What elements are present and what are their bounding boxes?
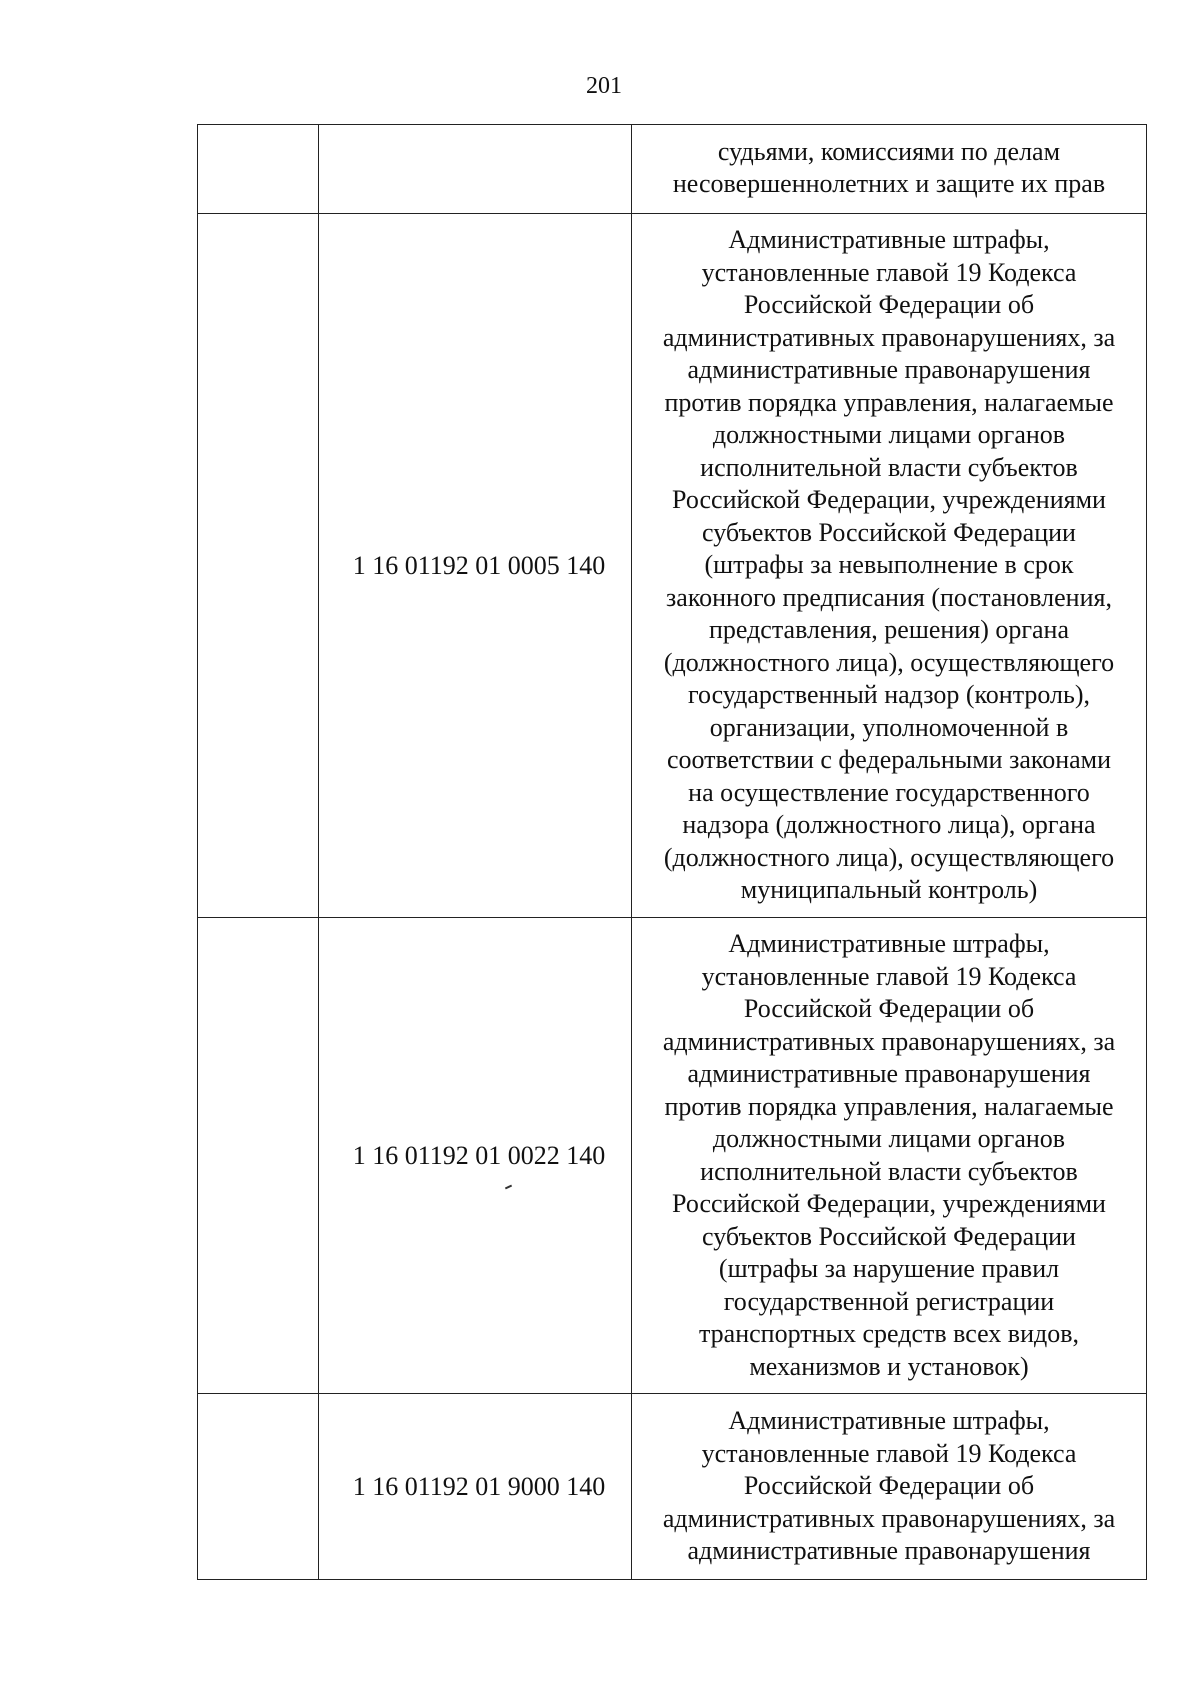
row-number-cell	[198, 214, 319, 918]
description-text: Административные штрафы, установленные главой 19 Кодекса Российской Федерации об административных правонарушениях, за административные правонарушения против порядка управления, налагаемые должностными лицами органов исполнительной власти субъектов Российской Федерации, учреждениями субъектов Российской Федерации (штрафы за невыполнение в срок законного предписания (постановления, представления, решения) органа (должностного лица), осуществляющего государственный надзор (контроль), организации, уполномоченной в соответствии с федеральными законами на осуществление государственного надзора (должностного лица), органа (должностного лица), осуществляющего муниципальный контроль)	[662, 225, 1116, 905]
description-cell	[632, 214, 1147, 918]
description-cell	[632, 918, 1147, 1394]
row-number-cell	[198, 125, 319, 214]
code-cell	[319, 125, 632, 214]
code-cell: 1 16 01192 01 0022 140	[319, 918, 632, 1394]
code-cell: 1 16 01192 01 9000 140	[319, 1394, 632, 1580]
table-row	[198, 918, 1147, 1394]
row-number-cell	[198, 1394, 319, 1580]
description-cell	[632, 125, 1147, 214]
row-number-cell	[198, 918, 319, 1394]
description-text: Административные штрафы, установленные главой 19 Кодекса Российской Федерации об административных правонарушениях, за административные правонарушения против порядка управления, налагаемые должностными лицами органов исполнительной власти субъектов Российской Федерации, учреждениями субъектов Российской Федерации (штрафы за нарушение правил государственной регистрации транспортных средств всех видов, механизмов и установок)	[662, 929, 1116, 1381]
table-row	[198, 125, 1147, 214]
description-text: Административные штрафы, установленные главой 19 Кодекса Российской Федерации об административных правонарушениях, за административные правонарушения	[662, 1406, 1116, 1566]
description-text: судьями, комиссиями по делам несовершеннолетних и защите их прав	[672, 136, 1106, 198]
table-row	[198, 214, 1147, 918]
code-cell: 1 16 01192 01 0005 140	[319, 214, 632, 918]
table-row	[198, 1394, 1147, 1580]
budget-codes-table	[197, 124, 1147, 1580]
description-cell	[632, 1394, 1147, 1580]
page-number: 201	[586, 73, 622, 99]
